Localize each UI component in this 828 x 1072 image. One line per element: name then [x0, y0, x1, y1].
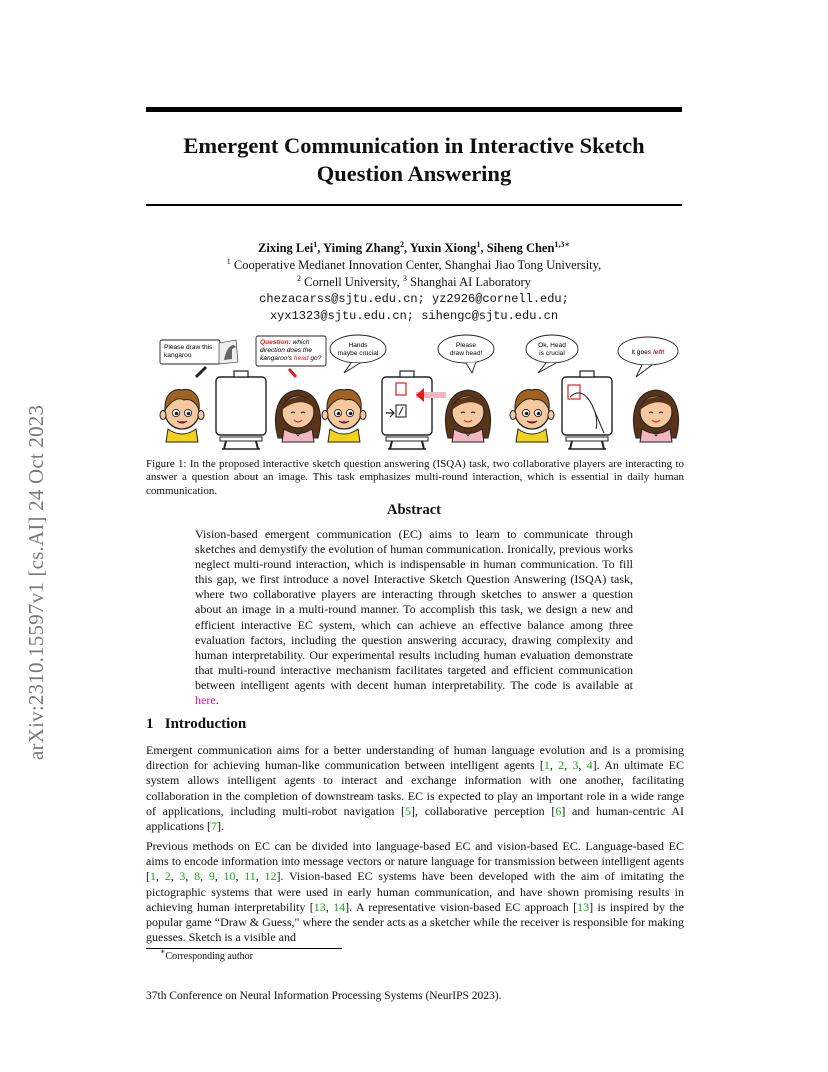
question-bubble: [256, 336, 326, 366]
citation-link[interactable]: 6: [555, 803, 562, 818]
abstract-text: Vision-based emergent communication (EC) aims to learn to communicate through sketches and demystify the evolution of human communication. Ironically, previous works neglect multi-round interaction, which is indispensable in human communication. To fill this gap, we first introduce a novel Interactive Sketch Question Answering (ISQA) task, where two collaborative players are interacting through sketches to answer a question about an image in a multi-round manner. To accomplish this task, we design a new and efficient interactive EC system, which can achieve an effective balance among three evaluation factors, including the question answering accuracy, drawing complexity and human interpretability. Our experimental results including human evaluation demonstrate that multi-round interactive mechanism facilitates targeted and efficient communication between intelligent agents with decent human interpretability. The code is available at: [195, 527, 633, 692]
citation-link[interactable]: 13: [577, 899, 590, 914]
section-number: 1: [146, 716, 154, 732]
boy-icon: [510, 389, 554, 442]
boy-icon: [160, 389, 204, 442]
body-text: ].: [216, 819, 224, 834]
citation-link[interactable]: 9: [208, 869, 215, 884]
title-line-1: Emergent Communication in Interactive Sketch: [183, 133, 645, 158]
affiliation-line-1: [146, 257, 682, 274]
footnote-text: Corresponding author: [165, 951, 253, 962]
citation-link[interactable]: 1: [543, 758, 550, 773]
bubble-text: is crucial: [539, 350, 565, 357]
author-affil-mark: 2: [400, 240, 405, 249]
citation-link[interactable]: 2: [558, 758, 565, 773]
body-text: ] and human-centric AI applications [: [146, 803, 685, 834]
prompt-bubble: [160, 340, 238, 364]
sketch-board-icon: [382, 371, 432, 449]
citation-link[interactable]: 3: [572, 758, 579, 773]
email-line-2: xyx1323@sjtu.edu.cn; sihengc@sjtu.edu.cn: [269, 309, 559, 323]
author-affil-mark: 1,3∗: [554, 240, 570, 249]
bubble-text: go?: [308, 355, 322, 362]
bubble-text: kangaroo: [164, 352, 192, 359]
paper-title: [146, 132, 682, 188]
boy-icon: [322, 389, 366, 442]
bubble-text: It goes: [631, 349, 653, 356]
bubble-text: [631, 349, 665, 356]
author-affil-mark: 1: [313, 240, 318, 249]
girl-icon: [445, 390, 490, 442]
body-text: ], collaborative perception [: [411, 803, 556, 818]
citation-link[interactable]: 2: [164, 869, 171, 884]
author-name: Yuxin Xiong: [409, 241, 477, 255]
girl-icon: [633, 390, 678, 442]
citation-link[interactable]: 11: [244, 869, 256, 884]
citation-link[interactable]: 7: [210, 819, 217, 834]
bubble-text: maybe crucial: [337, 350, 379, 357]
abstract-end: .: [215, 693, 219, 708]
author-name: Zixing Lei: [258, 241, 314, 255]
code-link[interactable]: here: [195, 693, 216, 708]
section-title: Introduction: [164, 716, 247, 732]
figure-caption: Figure 1: In the proposed interactive sketch question answering (ISQA) task, two collaborative players are interacting to answer a question about an image. This task emphasizes multi-round interaction, which is essential in daily human communication.: [146, 458, 684, 497]
abstract-heading: Abstract: [387, 502, 441, 518]
bubble-text: !: [662, 349, 665, 356]
affil-mark: 2: [297, 274, 302, 283]
bubble-text: kangaroo's: [260, 355, 294, 362]
author-name: Yiming Zhang: [323, 241, 401, 255]
citation-link[interactable]: 12: [264, 869, 277, 884]
thought-bubble: [330, 335, 386, 373]
intro-paragraph-1: Emergent communication aims for a better understanding of human language evolution and is a promising direction for achieving human-like communication between intelligent agents [1, 2, 3, 4]. An ultimate EC system allows intelligent agents to interact and exchange information with one another, facilitating collaboration in the completion of downstream tasks. EC is expected to play an important role in a wide range of applications, including multi-robot navigation [5], collaborative perception [6] and human-centric AI applications [7].: [146, 743, 685, 834]
author-block: [146, 240, 682, 325]
title-bottom-rule: [146, 204, 682, 206]
author-names: Zixing Lei$^1$, Yiming Zhang$^2$, Yuxin Xiong$^1$, Siheng Chen$^{1,3∗}$: [258, 240, 570, 255]
citation-link[interactable]: 10: [223, 869, 236, 884]
body-text: ]. Vision-based EC systems have been developed with the aim of imitating the pictographic systems that were used in early human communication, and have shown promising results in achieving human interpretability [: [146, 869, 685, 914]
section-heading: [146, 716, 246, 733]
thought-bubble: [618, 337, 678, 377]
body-text: Emergent communication aims for a better understanding of human language evolution and is a promising direction for achieving human-like communication between intelligent agents [: [146, 743, 684, 773]
citation-link[interactable]: 1: [150, 869, 156, 884]
body-text: ] is inspired by the popular game “Draw & Guess," where the sender acts as a sketcher while the receiver is responsible for making guesses. Sketch is a visible and: [146, 899, 684, 945]
author-name: Siheng Chen: [486, 241, 555, 255]
bubble-text: [260, 339, 310, 346]
bubble-text: Please draw this: [164, 344, 213, 351]
bubble-text: direction does the: [260, 347, 313, 354]
venue-line: 37th Conference on Neural Information Processing Systems (NeurIPS 2023).: [146, 990, 502, 1002]
figure-1-illustration: [146, 333, 682, 451]
email-line-1: chezacarss@sjtu.edu.cn; yz2926@cornell.edu;: [259, 292, 569, 306]
body-text: Previous methods on EC can be divided into language-based EC and vision-based EC. Language-based EC aims to encode information into message vectors or nature language for transmission between intelligent agents [: [146, 839, 684, 884]
question-label: Question:: [260, 339, 291, 346]
bubble-text: [260, 355, 322, 362]
citation-link[interactable]: 8: [194, 869, 201, 884]
body-text: ]. A representative vision-based EC approach [: [345, 899, 578, 914]
thought-bubble: [438, 335, 494, 373]
footnote-mark: ∗: [160, 947, 166, 956]
bubble-text: which: [290, 339, 310, 346]
footnote: [160, 947, 253, 962]
bubble-text: Hands: [348, 342, 368, 349]
intro-paragraph-2: Previous methods on EC can be divided into language-based EC and vision-based EC. Language-based EC aims to encode information into message vectors or nature language for transmission between intelligent agents [1, 2, 3, 8, 9, 10, 11, 12]. Vision-based EC systems have been developed with the aim of imitating the pictographic systems that were used in early human communication, and have shown promising results in achieving human interpretability [13, 14]. A representative vision-based EC approach [13] is inspired by the popular game “Draw & Guess," where the sender acts as a sketcher while the receiver is responsible for making guesses. Sketch is a visible and: [146, 839, 685, 945]
bubble-text: Ok, Head: [538, 342, 566, 349]
affiliation: Shanghai AI Laboratory: [410, 275, 531, 289]
bubble-text: Please: [455, 342, 477, 349]
footnote-rule: [146, 948, 342, 949]
title-line-2: Question Answering: [316, 161, 512, 186]
affil-mark: 1: [226, 257, 231, 266]
thought-bubble: [526, 335, 578, 373]
arrow-icon: [196, 367, 206, 377]
abstract-body: [195, 527, 633, 708]
arrow-icon: [289, 369, 296, 377]
author-affil-mark: 1: [476, 240, 481, 249]
girl-icon: [275, 390, 320, 442]
bubble-text: draw head!: [449, 350, 483, 357]
affiliation: Cooperative Medianet Innovation Center, Shanghai Jiao Tong University,: [233, 258, 602, 272]
sketch-board-icon: [216, 371, 266, 449]
sketch-board-icon: [562, 371, 612, 449]
citation-link[interactable]: 4: [586, 758, 593, 773]
bubble-text: left: [652, 349, 663, 356]
affiliation-line-2: [146, 274, 682, 291]
affil-mark: 3: [403, 274, 407, 283]
citation-link[interactable]: 14: [333, 899, 346, 914]
citation-link[interactable]: 3: [179, 869, 186, 884]
affiliation: Cornell University,: [304, 275, 400, 289]
title-top-rule: [146, 107, 682, 112]
arxiv-stamp: arXiv:2310.15597v1 [cs.AI] 24 Oct 2023: [24, 404, 48, 760]
citation-link[interactable]: 13: [313, 899, 326, 914]
bubble-text: head: [293, 355, 309, 362]
citation-link[interactable]: 5: [405, 803, 412, 818]
body-text: ]. An ultimate EC system allows intelligent agents to interact and exchange information with one another, facilitating collaboration in the completion of downstream tasks. EC is expected to play an important role in a wide range of applications, including multi-robot navigation [: [146, 758, 685, 818]
